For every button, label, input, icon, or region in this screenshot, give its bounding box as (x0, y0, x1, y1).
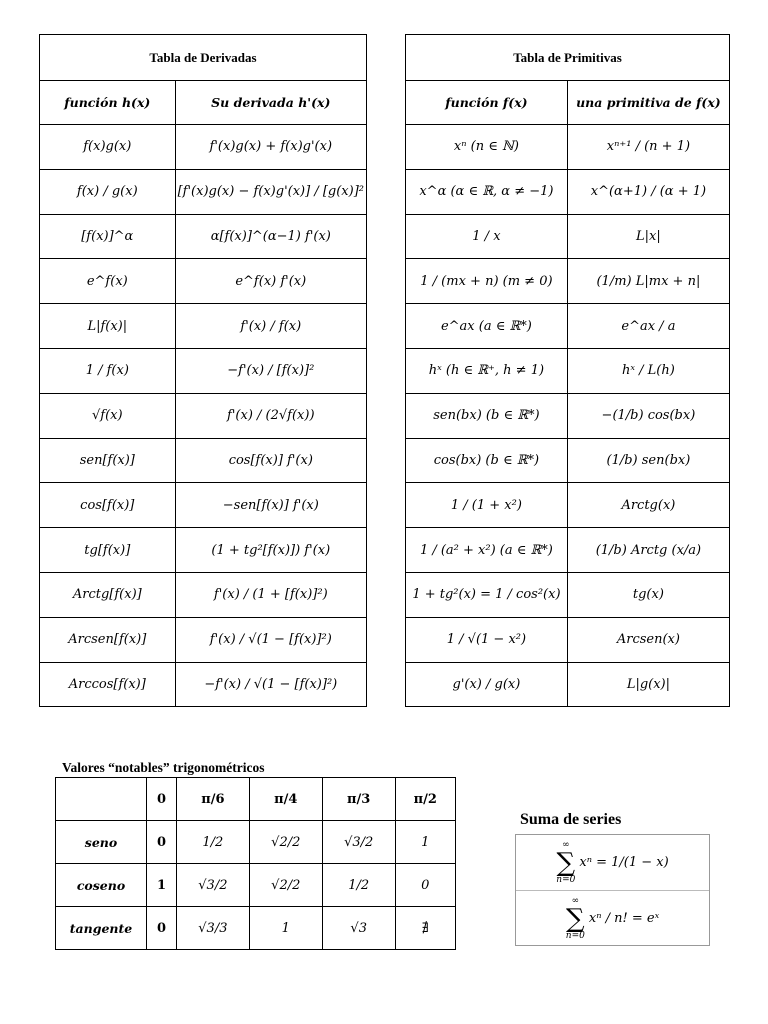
trig-value: √3/2 (322, 821, 395, 864)
deriv-derivative: −f'(x) / √(1 − [f(x)]²) (175, 662, 366, 707)
trig-value: 0 (395, 864, 455, 907)
table-row (406, 393, 730, 438)
table-row (406, 214, 730, 259)
prim-primitive: Arcsen(x) (567, 617, 729, 662)
trig-col-header: 0 (147, 778, 177, 821)
table-row (40, 348, 367, 393)
table-row (40, 662, 367, 707)
trig-value: 1 (147, 864, 177, 907)
prim-primitive: L|x| (567, 214, 729, 259)
sum-lower-limit: n=0 (556, 874, 576, 885)
deriv-function: Arccos[f(x)] (40, 662, 176, 707)
trig-value: √3 (322, 907, 395, 950)
deriv-function: L|f(x)| (40, 304, 176, 349)
table-row (40, 169, 367, 214)
prim-primitive: (1/b) sen(bx) (567, 438, 729, 483)
deriv-derivative: f'(x) / f(x) (175, 304, 366, 349)
trig-caption: Valores “notables” trigonométricos (62, 760, 265, 775)
trig-value: 1 (249, 907, 322, 950)
prim-primitive: Arctg(x) (567, 483, 729, 528)
table-row (406, 304, 730, 349)
deriv-derivative: cos[f(x)] f'(x) (175, 438, 366, 483)
trig-corner-cell (56, 778, 147, 821)
table-row (40, 304, 367, 349)
prim-primitive: (1/b) Arctg (x/a) (567, 528, 729, 573)
table-row (406, 572, 730, 617)
prim-function: sen(bx) (b ∈ ℝ*) (406, 393, 568, 438)
table-row (406, 259, 730, 304)
primitives-header-primitive: una primitiva de f(x) (567, 81, 729, 125)
table-row (406, 348, 730, 393)
series-result: = 1/(1 − x) (596, 855, 669, 870)
table-row (40, 125, 367, 170)
deriv-function: f(x) / g(x) (40, 169, 176, 214)
trig-value: 1/2 (176, 821, 249, 864)
table-row (56, 907, 456, 950)
primitives-title: Tabla de Primitivas (406, 35, 730, 81)
primitives-header-function: función f(x) (406, 81, 568, 125)
table-row (56, 864, 456, 907)
sum-upper-limit: ∞ (562, 839, 570, 850)
table-row (40, 617, 367, 662)
deriv-derivative: e^f(x) f'(x) (175, 259, 366, 304)
sigma-glyph: ∑ (556, 847, 576, 878)
prim-function: 1 / √(1 − x²) (406, 617, 568, 662)
sum-symbol (566, 897, 585, 941)
table-row (406, 169, 730, 214)
deriv-function: sen[f(x)] (40, 438, 176, 483)
trig-col-header: π/2 (395, 778, 455, 821)
series-formula (516, 835, 709, 890)
prim-function: 1 / x (406, 214, 568, 259)
deriv-derivative: −f'(x) / [f(x)]² (175, 348, 366, 393)
series-box (515, 834, 710, 946)
sigma-glyph: ∑ (566, 903, 585, 934)
series-result: = eˣ (631, 911, 660, 926)
prim-primitive: tg(x) (567, 572, 729, 617)
prim-primitive: e^ax / a (567, 304, 729, 349)
deriv-derivative: f'(x)g(x) + f(x)g'(x) (175, 125, 366, 170)
table-row (40, 438, 367, 483)
trig-value: 0 (147, 821, 177, 864)
deriv-function: e^f(x) (40, 259, 176, 304)
prim-primitive: hˣ / L(h) (567, 348, 729, 393)
prim-function: 1 / (mx + n) (m ≠ 0) (406, 259, 568, 304)
trig-value: √2/2 (249, 821, 322, 864)
deriv-derivative: α[f(x)]^(α−1) f'(x) (175, 214, 366, 259)
trig-value: √3/2 (176, 864, 249, 907)
deriv-derivative: [f'(x)g(x) − f(x)g'(x)] / [g(x)]² (175, 169, 366, 214)
prim-function: 1 / (1 + x²) (406, 483, 568, 528)
derivatives-table (39, 34, 367, 707)
prim-function: 1 + tg²(x) = 1 / cos²(x) (406, 572, 568, 617)
deriv-derivative: f'(x) / (2√f(x)) (175, 393, 366, 438)
deriv-function: [f(x)]^α (40, 214, 176, 259)
deriv-function: 1 / f(x) (40, 348, 176, 393)
trig-value: 1 (395, 821, 455, 864)
table-row (56, 821, 456, 864)
series-formula (516, 890, 709, 946)
sum-upper-limit: ∞ (571, 895, 580, 906)
trig-row-label: coseno (56, 864, 147, 907)
table-row (406, 438, 730, 483)
deriv-derivative: −sen[f(x)] f'(x) (175, 483, 366, 528)
deriv-function: Arcsen[f(x)] (40, 617, 176, 662)
prim-function: x^α (α ∈ ℝ, α ≠ −1) (406, 169, 568, 214)
prim-function: xⁿ (n ∈ ℕ) (406, 125, 568, 170)
derivatives-header-function: función h(x) (40, 81, 176, 125)
prim-primitive: (1/m) L|mx + n| (567, 259, 729, 304)
derivatives-title: Tabla de Derivadas (40, 35, 367, 81)
deriv-derivative: (1 + tg²[f(x)]) f'(x) (175, 528, 366, 573)
sum-symbol (556, 841, 575, 885)
trig-value: √3/3 (176, 907, 249, 950)
table-row (406, 617, 730, 662)
prim-function: 1 / (a² + x²) (a ∈ ℝ*) (406, 528, 568, 573)
table-row (406, 662, 730, 707)
trig-value: √2/2 (249, 864, 322, 907)
trig-col-header: π/3 (322, 778, 395, 821)
table-row (406, 483, 730, 528)
trig-col-header: π/6 (176, 778, 249, 821)
prim-primitive: x^(α+1) / (α + 1) (567, 169, 729, 214)
prim-primitive: −(1/b) cos(bx) (567, 393, 729, 438)
deriv-function: tg[f(x)] (40, 528, 176, 573)
series-term: xⁿ / n! (588, 911, 628, 926)
series-term: xⁿ (579, 855, 592, 870)
prim-primitive: xⁿ⁺¹ / (n + 1) (567, 125, 729, 170)
prim-function: g'(x) / g(x) (406, 662, 568, 707)
derivatives-header-derivative: Su derivada h'(x) (175, 81, 366, 125)
sum-lower-limit: n=0 (565, 930, 585, 941)
prim-function: hˣ (h ∈ ℝ⁺, h ≠ 1) (406, 348, 568, 393)
deriv-function: Arctg[f(x)] (40, 572, 176, 617)
table-row (406, 528, 730, 573)
deriv-derivative: f'(x) / √(1 − [f(x)]²) (175, 617, 366, 662)
prim-function: cos(bx) (b ∈ ℝ*) (406, 438, 568, 483)
trig-col-header: π/4 (249, 778, 322, 821)
trig-value: 0 (147, 907, 177, 950)
deriv-function: cos[f(x)] (40, 483, 176, 528)
primitives-table (405, 34, 730, 707)
table-row (40, 259, 367, 304)
trig-value: ∄ (395, 907, 455, 950)
table-row (406, 125, 730, 170)
prim-function: e^ax (a ∈ ℝ*) (406, 304, 568, 349)
deriv-derivative: f'(x) / (1 + [f(x)]²) (175, 572, 366, 617)
deriv-function: f(x)g(x) (40, 125, 176, 170)
prim-primitive: L|g(x)| (567, 662, 729, 707)
trig-row-label: tangente (56, 907, 147, 950)
table-row (40, 483, 367, 528)
trig-value: 1/2 (322, 864, 395, 907)
table-row (40, 528, 367, 573)
trig-row-label: seno (56, 821, 147, 864)
trig-values-table (55, 777, 456, 950)
table-row (40, 214, 367, 259)
series-caption: Suma de series (520, 811, 622, 828)
table-row (40, 393, 367, 438)
deriv-function: √f(x) (40, 393, 176, 438)
table-row (40, 572, 367, 617)
